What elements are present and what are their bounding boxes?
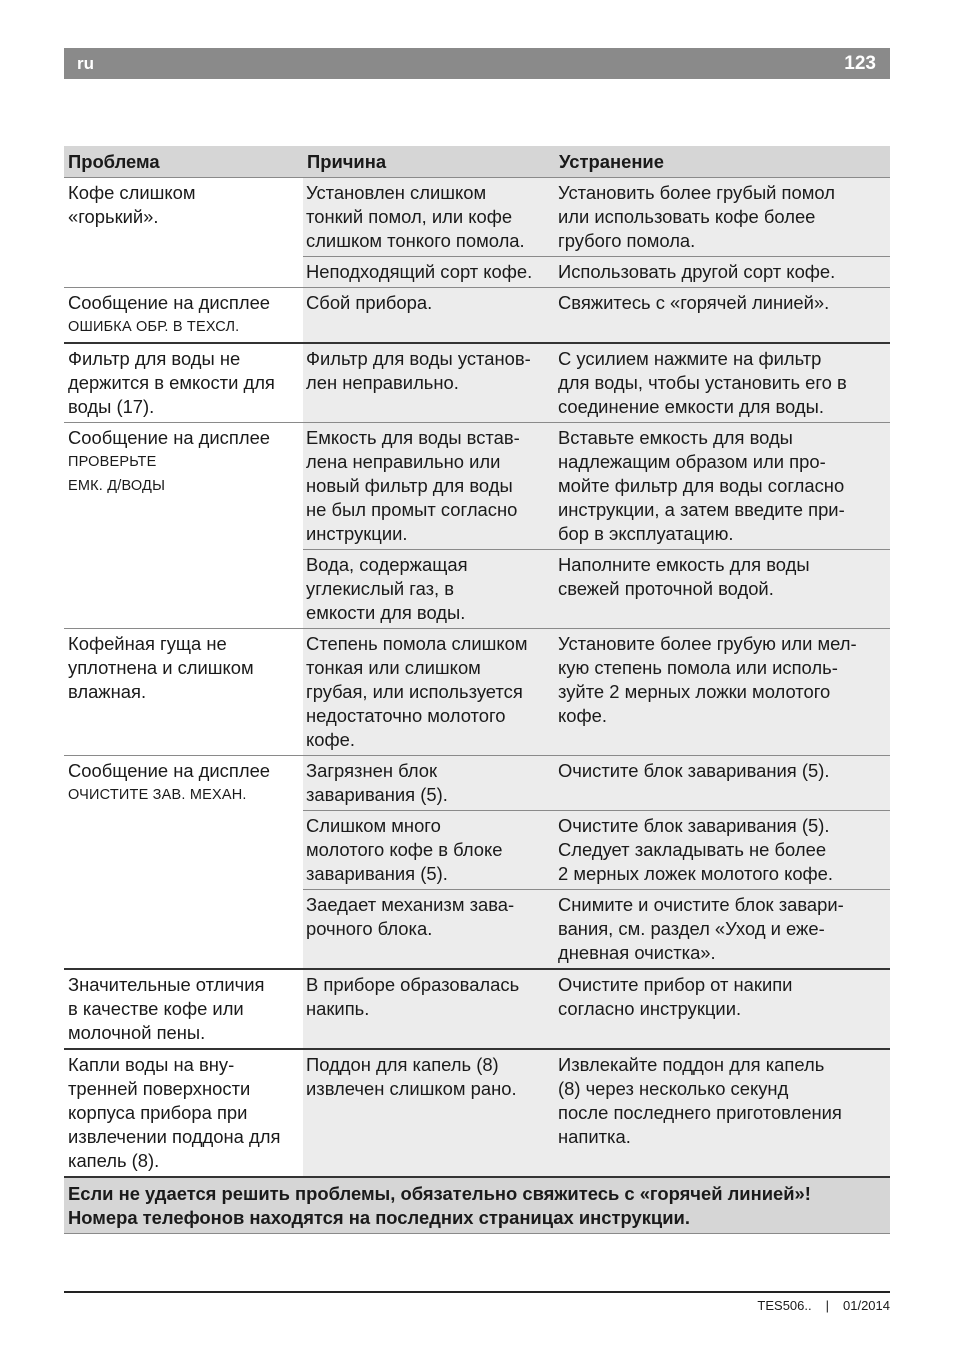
remedy-text: Установите более грубую или мел- кую степень помола или исполь- зуйте 2 мерных ложки молотого кофе.: [558, 633, 857, 726]
problem-cell: [64, 343, 303, 423]
table-row: [64, 423, 890, 550]
remedy-cell: [555, 550, 890, 629]
remedy-text: С усилием нажмите на фильтр для воды, чтобы установить его в соединение емкости для воды.: [558, 348, 847, 417]
remedy-cell: [555, 288, 890, 344]
remedy-text: Извлекайте поддон для капель (8) через несколько секунд после последнего приготовления напитка.: [558, 1054, 842, 1147]
cause-text: Фильтр для воды установ- лен неправильно.: [306, 348, 531, 393]
hotline-note: Если не удается решить проблемы, обязательно свяжитесь с «горячей линией»! Номера телефонов находятся на последних страницах инструкции.: [68, 1183, 811, 1228]
problem-text: Сообщение на дисплее: [68, 292, 271, 313]
cause-cell: [303, 1049, 555, 1177]
problem-text: Значительные отличия в качестве кофе или молочной пены.: [68, 974, 265, 1043]
column-header-cause: Причина: [303, 146, 555, 178]
remedy-cell: [555, 1049, 890, 1177]
table-footer-row: [64, 1177, 890, 1234]
table-row: [64, 969, 890, 1049]
problem-text: Кофейная гуща не уплотнена и слишком влажная.: [68, 633, 254, 702]
footer-rule: [64, 1291, 890, 1293]
cause-text: Слишком много молотого кофе в блоке заваривания (5).: [306, 815, 503, 884]
cause-text: Степень помола слишком тонкая или слишком грубая, или используется недостаточно молотого кофе.: [306, 633, 528, 750]
remedy-text: Использовать другой сорт кофе.: [558, 261, 836, 282]
remedy-text: Очистите прибор от накипи согласно инструкции.: [558, 974, 793, 1019]
cause-cell: [303, 969, 555, 1049]
table-header-row: [64, 146, 890, 178]
cause-text: Емкость для воды встав- лена неправильно или новый фильтр для воды не был промыт согласно инструкции.: [306, 427, 520, 544]
cause-cell: [303, 629, 555, 756]
cause-text: В приборе образовалась накипь.: [306, 974, 520, 1019]
remedy-text: Очистите блок заваривания (5).: [558, 760, 830, 781]
cause-cell: [303, 343, 555, 423]
remedy-text: Снимите и очистите блок завари- вания, см. раздел «Уход и еже- дневная очистка».: [558, 894, 844, 963]
remedy-cell: [555, 423, 890, 550]
problem-cell: [64, 178, 303, 288]
cause-cell: [303, 178, 555, 257]
problem-cell: [64, 629, 303, 756]
table-row: [64, 288, 890, 344]
language-code: ru: [77, 54, 94, 73]
cause-text: Сбой прибора.: [306, 292, 433, 313]
remedy-cell: [555, 756, 890, 811]
remedy-cell: [555, 969, 890, 1049]
page-header-bar: [64, 48, 890, 79]
edition-date: 01/2014: [843, 1298, 890, 1313]
display-message: ОШИБКА ОБР. В ТЕХСЛ.: [68, 319, 240, 335]
remedy-text: Вставьте емкость для воды надлежащим образом или про- мойте фильтр для воды согласно инструкции, а затем введите при- бор в эксплуатацию.: [558, 427, 845, 544]
problem-cell: [64, 288, 303, 344]
model-number: TES506..: [757, 1298, 812, 1313]
troubleshooting-table: [64, 146, 890, 1234]
problem-cell: [64, 1049, 303, 1177]
problem-cell: [64, 756, 303, 970]
remedy-cell: [555, 811, 890, 890]
page-footer: [757, 1298, 890, 1313]
problem-text: Кофе слишком «горький».: [68, 182, 196, 227]
table-body: [64, 178, 890, 1234]
remedy-cell: [555, 629, 890, 756]
problem-text: Капли воды на вну- тренней поверхности корпуса прибора при извлечении поддона для капель (8).: [68, 1054, 281, 1171]
cause-text: Заедает механизм зава- рочного блока.: [306, 894, 515, 939]
problem-text: Фильтр для воды не держится в емкости для воды (17).: [68, 348, 275, 417]
cause-text: Поддон для капель (8) извлечен слишком рано.: [306, 1054, 517, 1099]
table-row: [64, 178, 890, 257]
cause-cell: [303, 811, 555, 890]
column-header-problem: Проблема: [64, 146, 303, 178]
cause-cell: [303, 423, 555, 550]
remedy-cell: [555, 257, 890, 288]
table-row: [64, 629, 890, 756]
display-message: ПРОВЕРЬТЕ ЕМК. Д/ВОДЫ: [68, 454, 166, 494]
remedy-text: Очистите блок заваривания (5). Следует закладывать не более 2 мерных ложек молотого кофе.: [558, 815, 834, 884]
problem-text: Сообщение на дисплее: [68, 760, 271, 781]
remedy-text: Свяжитесь с «горячей линией».: [558, 292, 830, 313]
cause-cell: [303, 257, 555, 288]
display-message: ОЧИСТИТЕ ЗАВ. МЕХАН.: [68, 787, 247, 803]
hotline-note-cell: [64, 1177, 890, 1234]
table-row: [64, 343, 890, 423]
table-row: [64, 756, 890, 811]
remedy-cell: [555, 890, 890, 970]
cause-cell: [303, 550, 555, 629]
column-header-remedy: Устранение: [555, 146, 890, 178]
cause-cell: [303, 288, 555, 344]
page-number: 123: [844, 53, 876, 74]
problem-cell: [64, 423, 303, 629]
remedy-cell: [555, 178, 890, 257]
cause-cell: [303, 890, 555, 970]
remedy-text: Установить более грубый помол или использовать кофе более грубого помола.: [558, 182, 835, 251]
cause-text: Неподходящий сорт кофе.: [306, 261, 533, 282]
footer-separator: |: [825, 1298, 829, 1313]
problem-cell: [64, 969, 303, 1049]
problem-text: Сообщение на дисплее: [68, 427, 271, 448]
cause-text: Установлен слишком тонкий помол, или кофе слишком тонкого помола.: [306, 182, 525, 251]
cause-text: Загрязнен блок заваривания (5).: [306, 760, 448, 805]
remedy-cell: [555, 343, 890, 423]
cause-cell: [303, 756, 555, 811]
cause-text: Вода, содержащая углекислый газ, в емкости для воды.: [306, 554, 468, 623]
remedy-text: Наполните емкость для воды свежей проточной водой.: [558, 554, 810, 599]
table-row: [64, 1049, 890, 1177]
